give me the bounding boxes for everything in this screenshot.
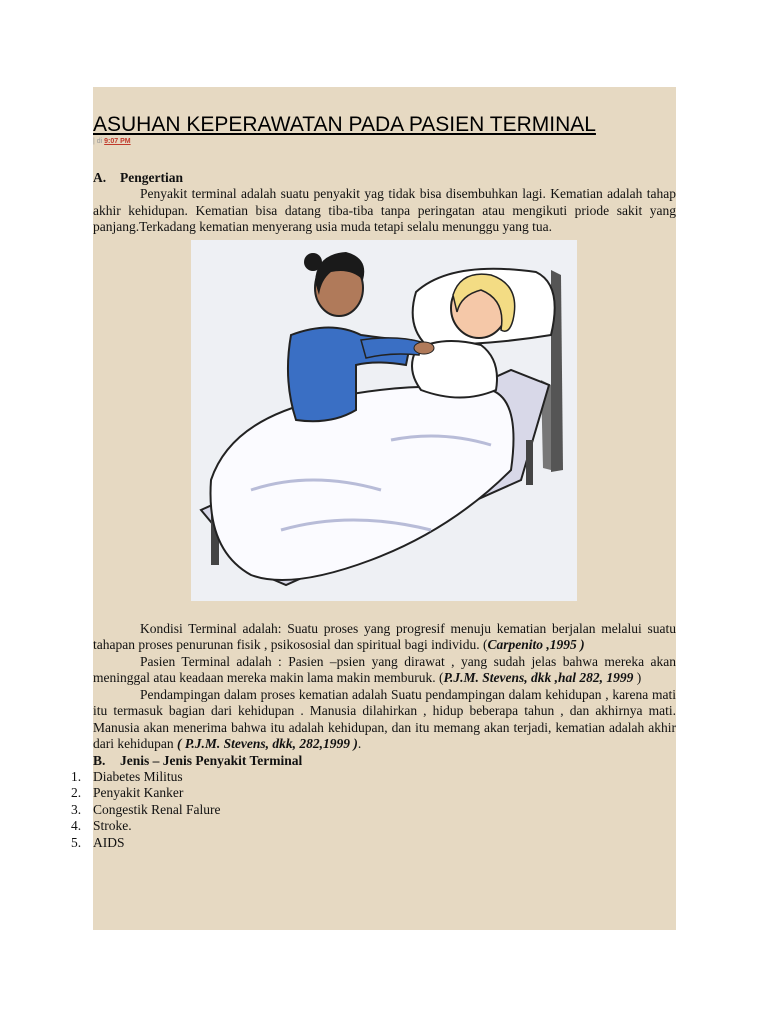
- document-body: [71, 112, 676, 851]
- section-b-title: Jenis – Jenis Penyakit Terminal: [120, 752, 303, 768]
- list-item-number: 1.: [71, 768, 82, 784]
- disease-list: [71, 769, 654, 852]
- paragraph-terminal-patient: [93, 654, 676, 687]
- list-item: [71, 802, 654, 819]
- list-item-text: Stroke.: [93, 818, 132, 834]
- section-b-label: B.: [93, 752, 106, 768]
- list-item-number: 5.: [71, 834, 82, 850]
- list-item-text: Diabetes Militus: [93, 768, 183, 784]
- section-a-title: Pengertian: [120, 170, 183, 185]
- list-item: [71, 835, 654, 852]
- illustration-svg: [191, 240, 577, 601]
- list-item: [71, 769, 654, 786]
- para2-text: Kondisi Terminal adalah: Suatu proses yang progresif menuju kematian berjalan melalui suatu tahapan proses penurunan fisik , psikososial dan spiritual bagi individu. (: [93, 620, 676, 652]
- para4-end: .: [357, 736, 362, 751]
- paragraph-terminal-condition: [93, 621, 676, 654]
- post-time-link[interactable]: 9:07 PM: [104, 138, 131, 145]
- list-item: [71, 785, 654, 802]
- nurse-patient-illustration: [191, 240, 577, 601]
- list-item-text: Congestik Renal Falure: [93, 801, 221, 817]
- section-a-label: A.: [93, 170, 107, 185]
- meta-prefix: | di: [93, 138, 105, 145]
- list-item-text: Penyakit Kanker: [93, 785, 184, 801]
- list-item-number: 3.: [71, 801, 82, 817]
- section-b-heading: [93, 753, 676, 769]
- para4-citation: ( P.J.M. Stevens, dkk, 282,1999 ): [176, 736, 358, 751]
- list-item-text: AIDS: [93, 834, 125, 850]
- para2-citation: Carpenito ,1995 ): [487, 637, 585, 652]
- page-title: ASUHAN KEPERAWATAN PADA PASIEN TERMINAL: [93, 113, 596, 136]
- list-item-number: 2.: [71, 785, 82, 801]
- list-item-number: 4.: [71, 818, 82, 834]
- para3-text: Pasien Terminal adalah : Pasien –psien yang dirawat , yang sudah jelas bahwa mereka akan meninggal atau keadaan mereka makin lama makin memburuk. (: [93, 653, 676, 685]
- paragraph-definition: Penyakit terminal adalah suatu penyakit yag tidak bisa disembuhkan lagi. Kematian adalah tahap akhir kehidupan. Kematian bisa datang tiba-tiba tanpa peringatan atau mengikuti priode sakit yang panjang.Terkadang kematian menyerang usia muda tetapi selalu menunggu yang tua.: [93, 186, 676, 234]
- section-a-heading: [93, 170, 676, 186]
- post-meta: [93, 138, 676, 152]
- list-item: [71, 818, 654, 835]
- para3-citation: P.J.M. Stevens, dkk ,hal 282, 1999: [443, 670, 634, 685]
- paragraph-accompaniment: [93, 687, 676, 753]
- para4-text: Pendampingan dalam proses kematian adalah Suatu pendampingan dalam kehidupan , karena mati itu termasuk bagian dari kehidupan . Manusia dilahirkan , hidup beberapa tahun , dan akhirnya mati. Manusia akan menerima bahwa itu adalah kehidupan, dan itu memang akan terjadi, kematian adalah akhir dari kehidupan: [93, 686, 676, 751]
- para3-end: ): [633, 670, 642, 685]
